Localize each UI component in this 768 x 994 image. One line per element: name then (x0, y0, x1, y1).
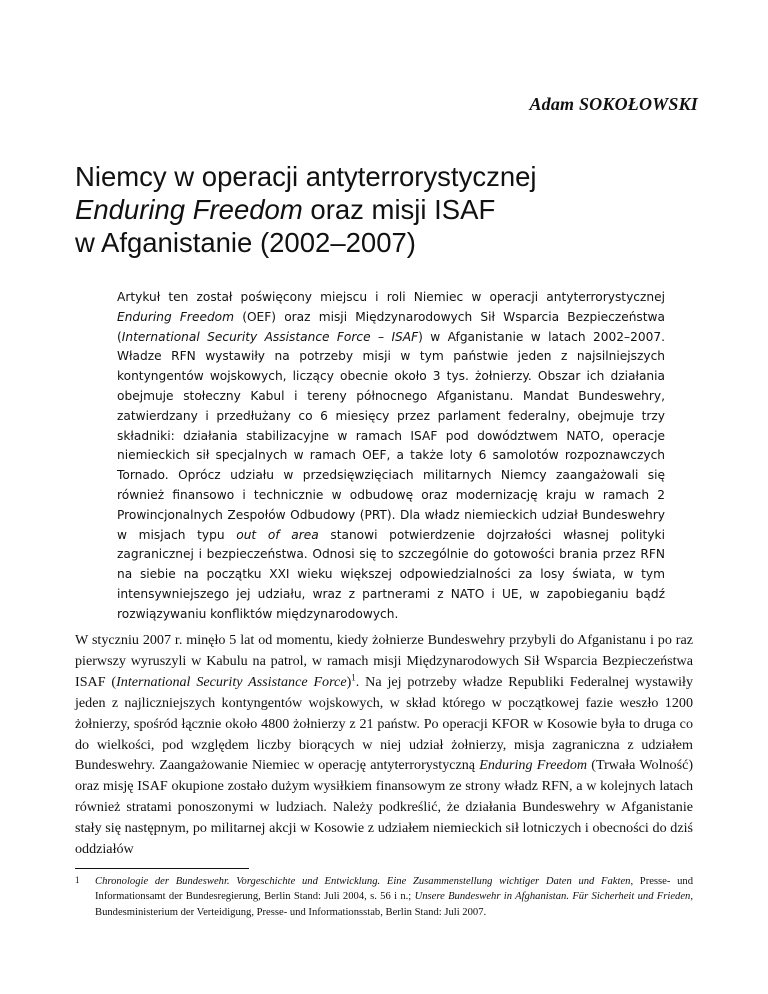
title-line-3: w Afganistanie (2002–2007) (75, 227, 416, 258)
abstract-italic: out of area (236, 527, 319, 542)
footnote-italic: Chronologie der Bundeswehr. Vorgeschichte und Entwicklung. Eine Zusammenstellung wichtiger Daten und Fakten (95, 876, 631, 887)
body-text: W styczniu 2007 r. minęło 5 lat od momentu, kiedy żołnierze Bundeswehry przybyli do Afganistanu i po raz pierwszy wyruszyli w Kabulu na patrol, w ramach misji Międzynarodowych Sił Wsparcia Bezpieczeństwa ISAF ( (75, 632, 693, 690)
article-title (75, 160, 695, 259)
body-italic: International Security Assistance Force (116, 673, 347, 690)
title-line-2 (75, 193, 695, 226)
title-line-2-rest: oraz misji ISAF (302, 194, 496, 225)
footnote-reference[interactable]: 1 (351, 672, 356, 683)
abstract-text: Artykuł ten został poświęcony miejscu i roli Niemiec w operacji antyterrorystycznej (117, 290, 665, 304)
author-name: Adam SOKOŁOWSKI (529, 94, 698, 114)
footnote-text: , Bundesministerium der Verteidigung, Presse- und Informationsstab, Berlin Stand: Juli 2007. (95, 891, 694, 918)
abstract (117, 288, 665, 625)
title-line-1: Niemcy w operacji antyterrorystycznej (75, 161, 537, 192)
title-italic-phrase: Enduring Freedom (75, 194, 303, 225)
footnote-text: , Presse- und Informationsamt der Bundesregierung, Berlin Stand: Juli 2004, s. 56 i n.; (95, 876, 693, 903)
body-paragraph (75, 630, 693, 860)
abstract-text: ) w Afganistanie w latach 2002–2007. Władze RFN wystawiły na potrzeby misji w tym państwie jeden z najsilniejszych kontyngentów wojskowych, liczący obecnie około 3 tys. żołnierzy. Obszar ich działania obejmuje stołeczny Kabul i tereny północnego Afganistanu. Mandat Bundeswehry, zatwierdzany i przedłużany co 6 miesięcy przez parlament federalny, obejmuje trzy składniki: działania stabilizacyjne w ramach ISAF pod dowództwem NATO, operacje niemieckich sił specjalnych w ramach OEF, a także loty 6 samolotów rozpoznawczych Tornado. Oprócz udziału w przedsięwzięciach militarnych Niemcy zaangażowali się również finansowo i technicznie w odbudowę oraz modernizację kraju w ramach 2 Prowincjonalnych Zespołów Odbudowy (PRT). Dla władz niemieckich udział Bundeswehry w misjach typu (117, 329, 665, 542)
abstract-italic: International Security Assistance Force – ISAF (121, 329, 419, 344)
body-text: (Trwała Wolność) oraz misję ISAF okupione zostało dużym wysiłkiem finansowym ze strony władz RFN, a w kolejnych latach również stratami ponoszonymi w ludziach. Należy podkreślić, że działania Bundeswehry w Afganistanie stały się następnym, po militarnej akcji w Kosowie z udziałem niemieckich sił lotniczych i obecności do dziś oddziałów (75, 757, 694, 858)
abstract-text: (OEF) oraz misji Międzynarodowych Sił Wsparcia Bezpieczeństwa ( (117, 309, 665, 344)
footnote-number: 1 (75, 875, 80, 885)
footnote-body (75, 874, 693, 920)
footnote-italic: Unsere Bundeswehr in Afghanistan. Für Sicherheit und Frieden (414, 891, 691, 903)
footnote (75, 874, 693, 920)
footnote-divider (75, 868, 249, 869)
body-text: ) (346, 673, 352, 690)
body-italic: Enduring Freedom (479, 757, 588, 774)
body-text: . Na jej potrzeby władze Republiki Federalnej wystawiły jeden z najliczniejszych kontyngentów wojskowych, w skład którego w początkowej fazie weszło 1200 żołnierzy, spośród łącznie około 4800 żołnierzy z 21 państw. Po operacji KFOR w Kosowie była to druga co do wielkości, pod względem liczby biorących w niej udział żołnierzy, misja zagraniczna z udziałem Bundeswehry. Zaangażowanie Niemiec w operację antyterrorystyczną (75, 673, 693, 774)
abstract-text: stanowi potwierdzenie dojrzałości własnej polityki zagranicznej i bezpieczeństwa. Odnosi się to szczególnie do gotowości brania przez RFN na siebie na początku XXI wieku większej odpowiedzialności za losy świata, w tym intensywniejszego jej udziału, wraz z partnerami z NATO i UE, w zapobieganiu bądź rozwiązywaniu konfliktów międzynarodowych. (117, 527, 665, 621)
abstract-italic: Enduring Freedom (117, 309, 235, 324)
